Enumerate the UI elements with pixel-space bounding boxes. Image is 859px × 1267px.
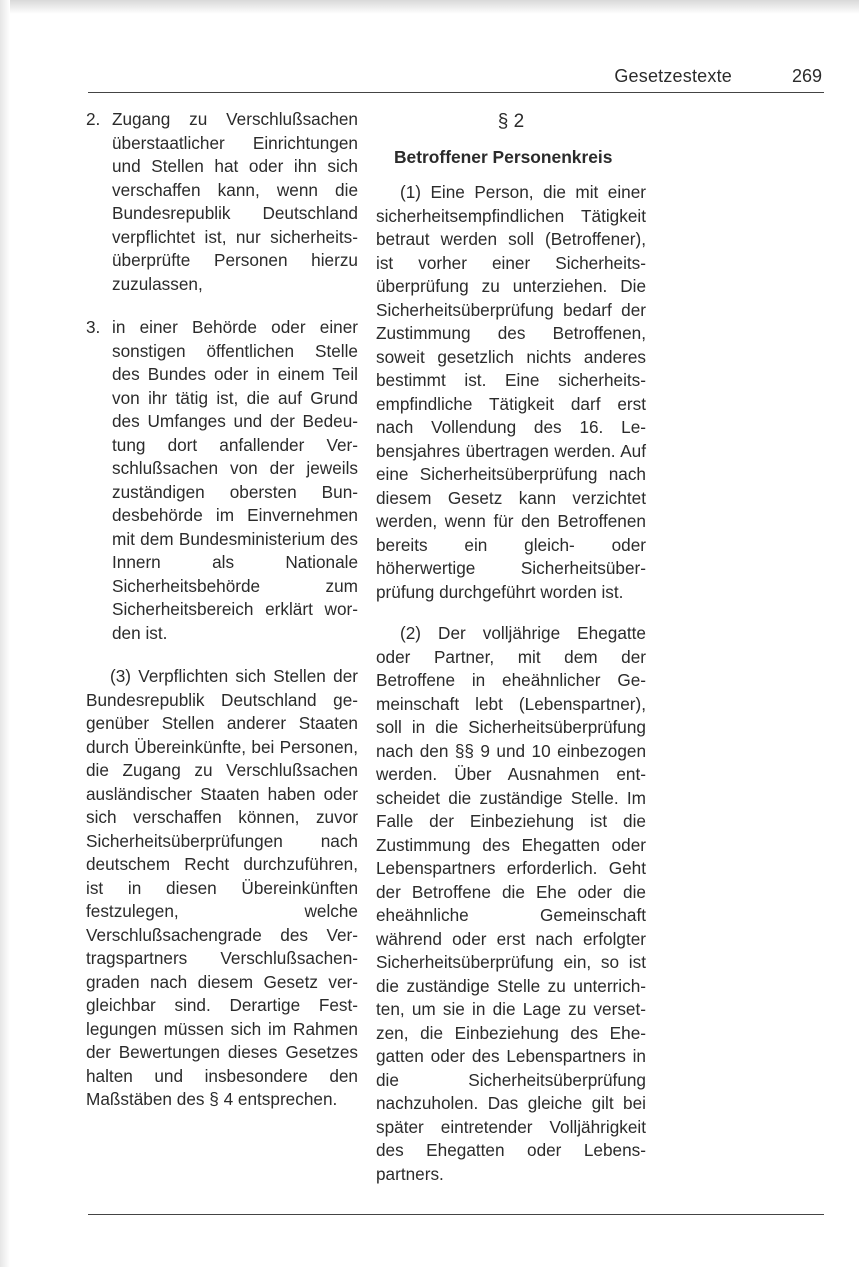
right-column [376, 108, 646, 1204]
list-item-text: in einer Behörde oder einer sonstigen öffentlichen Stelle des Bundes oder in einem Teil von ihr tätig ist, die auf Grund des Umfanges und der Bedeutung dort anfallender Verschlußsachen von der jeweils zuständigen obersten Bundesbehörde im Einvernehmen mit dem Bundesministerium des Innern als Nationale Sicherheitsbehörde zum Sicherheitsbereich erklärt worden ist. [112, 317, 358, 643]
section-title: Betroffener Personenkreis [394, 146, 613, 167]
page-top-shadow [0, 0, 859, 14]
running-header [88, 62, 824, 93]
paragraph-3: (3) Verpflichten sich Stellen der Bundesrepublik Deutschland gegenüber Stellen anderer Staaten durch Übereinkünfte, bei Personen, die Zugang zu Verschlußsachen ausländischer Staaten haben oder sich verschaffen können, zuvor Sicherheitsüberprüfungen nach deutschem Recht durchzuführen, ist in diesen Übereinkünften festzulegen, welche Verschlußsachengrade des Vertragspartners Verschlußsachengraden nach diesem Gesetz vergleichbar sind. Derartige Festlegungen müssen sich im Rahmen der Bewertungen dieses Gesetzes halten und insbesondere den Maßstäben des § 4 entsprechen. [86, 666, 358, 1109]
list-item [86, 316, 358, 645]
list-item-text: Zugang zu Verschlußsachen überstaatlicher Einrichtungen und Stellen hat oder ihn sich verschaffen kann, wenn die Bundesrepublik Deutschland verpflichtet ist, nur sicherheitsüberprüfte Personen hierzu zuzulassen, [112, 109, 358, 294]
list-item [86, 108, 358, 296]
paragraph-2: (2) Der volljährige Ehegatte oder Partner, mit dem der Betroffene in eheähnlicher Gemeinschaft lebt (Lebenspartner), soll in die Sicherheitsüberprüfung nach den §§ 9 und 10 einbezogen werden. Über Ausnahmen entscheidet die zuständige Stelle. Im Falle der Einbeziehung ist die Zustimmung des Ehegatten oder Lebenspartners erforderlich. Geht der Betroffene die Ehe oder die eheähnliche Gemeinschaft während oder erst nach erfolgter Sicherheitsüberprüfung ein, so ist die zuständige Stelle zu unterrichten, um sie in die Lage zu versetzen, die Einbeziehung des Ehegatten oder des Lebenspartners in die Sicherheitsüberprüfung nachzuholen. Das gleiche gilt bei später eintretender Volljährigkeit des Ehegatten oder Lebenspartners. [376, 623, 646, 1184]
footer-rule [88, 1214, 824, 1215]
page-left-edge [0, 0, 10, 1267]
list-item-number: 3. [86, 317, 101, 337]
running-header-title: Gesetzestexte [614, 66, 732, 86]
section-number: § 2 [497, 111, 525, 132]
paragraph-1: (1) Eine Person, die mit einer sicherheitsempfindlichen Tätigkeit betraut werden soll (Betroffener), ist vorher einer Sicherheitsüberprüfung zu unterziehen. Die Sicherheitsüberprüfung bedarf der Zustimmung des Betroffenen, soweit gesetzlich nichts anderes bestimmt ist. Eine sicherheitsempfindliche Tätigkeit darf erst nach Vollendung des 16. Lebensjahres übertragen werden. Auf eine Sicherheitsüberprüfung nach diesem Gesetz kann verzichtet werden, wenn für den Betroffenen bereits ein gleich- oder höherwertige Sicherheitsüberprüfung durchgeführt worden ist. [376, 182, 646, 602]
list-item-number: 2. [86, 109, 101, 129]
page-number: 269 [791, 66, 822, 86]
left-column [86, 108, 358, 1130]
